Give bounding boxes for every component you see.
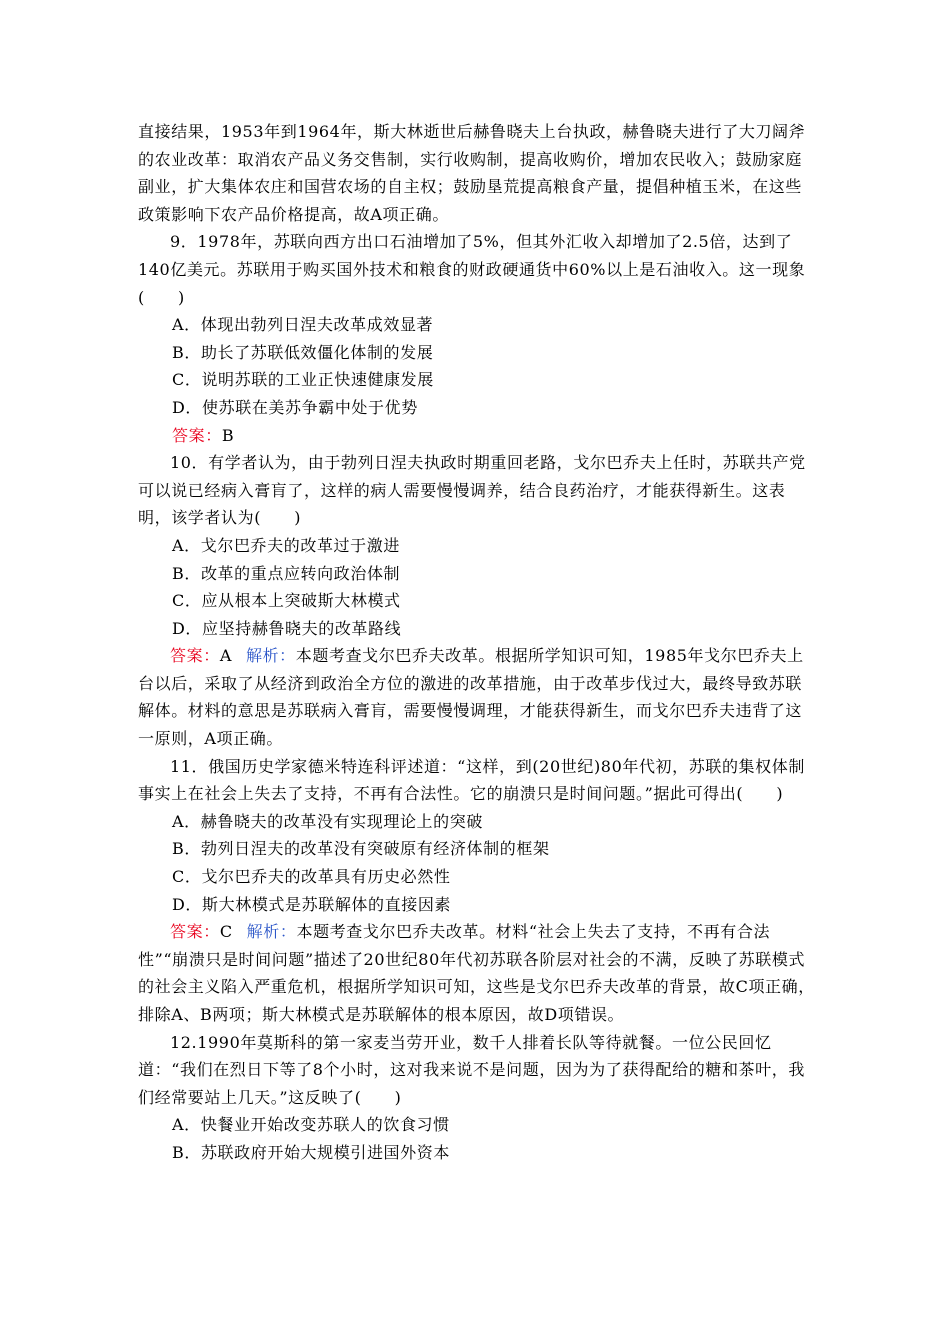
option-a: A．戈尔巴乔夫的改革过于激进 <box>172 535 400 555</box>
option-d: D．应坚持赫鲁晓夫的改革路线 <box>172 618 402 638</box>
option-a: A．体现出勃列日涅夫改革成效显著 <box>172 315 434 335</box>
option-a: A．快餐业开始改变苏联人的饮食习惯 <box>172 1115 450 1135</box>
answer-value: B <box>221 425 235 445</box>
explanation-text: 本题考查戈尔巴乔夫改革。材料“社会上失去了支持，不再有合法性”“崩溃只是时间问题”描述了20世纪80年代初苏联各阶层对社会的不满，反映了苏联模式的社会主义陷入严重危机，根据所学知识可知，这些是戈尔巴乔夫改革的背景，故C项正确，排除A、B两项；斯大林模式是苏联解体的根本原因，故D项错误。 <box>138 922 815 1024</box>
question-11 <box>138 753 818 1029</box>
option-d: D．使苏联在美苏争霸中处于优势 <box>172 397 418 417</box>
answer-label: 答案： <box>170 646 220 666</box>
answer-explanation <box>138 918 818 1028</box>
intro-paragraph: 直接结果，1953年到1964年，斯大林逝世后赫鲁晓夫上台执政，赫鲁晓夫进行了大刀阔斧的农业改革：取消农产品义务交售制，实行收购制，提高收购价，增加农民收入；鼓励家庭副业，扩大集体农庄和国营农场的自主权；鼓励垦荒提高粮食产量，提倡种植玉米，在这些政策影响下农产品价格提高，故A项正确。 <box>138 122 806 224</box>
option-a: A．赫鲁晓夫的改革没有实现理论上的突破 <box>172 811 483 831</box>
option-b: B．助长了苏联低效僵化体制的发展 <box>172 342 434 362</box>
question-10 <box>138 449 818 753</box>
answer-value: C <box>219 922 233 942</box>
option-b: B．改革的重点应转向政治体制 <box>172 563 401 583</box>
answer-value: A <box>219 646 232 666</box>
option-b: B．苏联政府开始大规模引进国外资本 <box>172 1142 450 1162</box>
document-body <box>138 118 818 1167</box>
option-c: C．说明苏联的工业正快速健康发展 <box>172 370 434 390</box>
explanation-text: 本题考查戈尔巴乔夫改革。根据所学知识可知，1985年戈尔巴乔夫上台以后，采取了从经济到政治全方位的激进的改革措施，由于改革步伐过大，最终导致苏联解体。材料的意思是苏联病入膏肓，需要慢慢调理，才能获得新生，而戈尔巴乔夫违背了这一原则，A项正确。 <box>138 646 804 749</box>
question-stem: 9．1978年，苏联向西方出口石油增加了5%，但其外汇收入却增加了2.5倍，达到了140亿美元。苏联用于购买国外技术和粮食的财政硬通货中60%以上是石油收入。这一现象( ) <box>138 232 806 307</box>
option-c: C．应从根本上突破斯大林模式 <box>172 591 401 611</box>
option-b: B．勃列日涅夫的改革没有突破原有经济体制的框架 <box>172 839 550 859</box>
explanation-label: 解析： <box>245 646 296 666</box>
answer-label: 答案： <box>170 922 220 942</box>
answer-explanation <box>138 642 818 752</box>
question-9 <box>138 228 818 449</box>
option-c: C．戈尔巴乔夫的改革具有历史必然性 <box>172 867 451 887</box>
option-d: D．斯大林模式是苏联解体的直接因素 <box>172 894 452 914</box>
answer-label: 答案： <box>172 425 222 445</box>
answer-line <box>138 422 818 450</box>
question-stem: 10．有学者认为，由于勃列日涅夫执政时期重回老路，戈尔巴乔夫上任时，苏联共产党可以说已经病入膏肓了，这样的病人需要慢慢调养，结合良药治疗，才能获得新生。这表明，该学者认为( ) <box>138 453 806 528</box>
explanation-label: 解析： <box>246 922 297 942</box>
question-stem: 12.1990年莫斯科的第一家麦当劳开业，数千人排着长队等待就餐。一位公民回忆道：“我们在烈日下等了8个小时，这对我来说不是问题，因为为了获得配给的糖和茶叶，我们经常要站上几天。”这反映了( ) <box>138 1032 805 1107</box>
question-stem: 11．俄国历史学家德米特连科评述道：“这样，到(20世纪)80年代初，苏联的集权体制事实上在社会上失去了支持，不再有合法性。它的崩溃只是时间问题。”据此可得出( ) <box>138 756 805 804</box>
question-12 <box>138 1029 818 1167</box>
